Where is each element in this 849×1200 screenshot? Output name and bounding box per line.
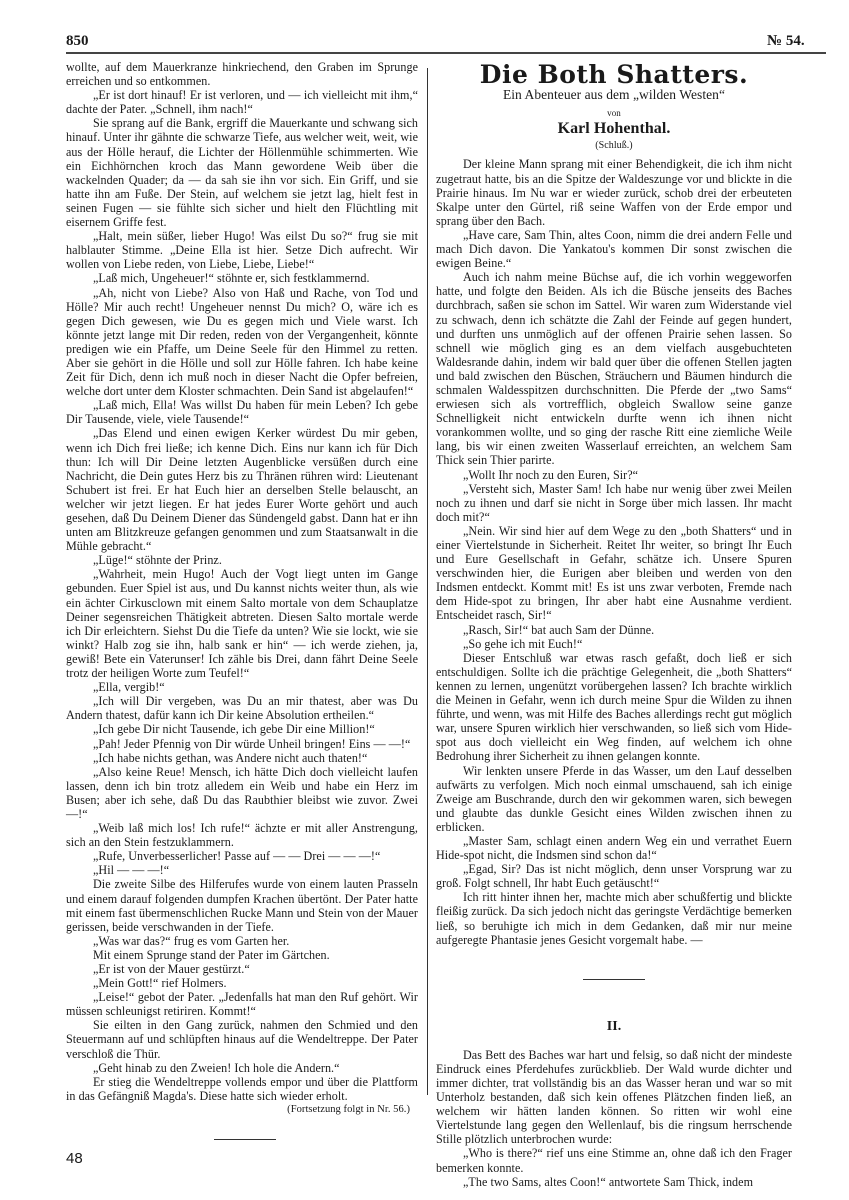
paragraph: wollte, auf dem Mauerkranze hinkriechend, den Graben im Sprunge erreichen und so entkommen.	[66, 60, 418, 89]
paragraph: „Er ist von der Mauer gestürzt.“	[93, 962, 250, 976]
paragraph: Auch ich nahm meine Büchse auf, die ich vorhin weggeworfen hatte, und folgte den Beiden. Als ich die Büsche jenseits des Baches durchbrach, saßen sie schon im Sattel. Wir waren zum Widerstande viel zu schwach, denn ich schätzte die Zahl der Feinde auf gegen hundert, und durften uns unmöglich auf der offenen Prairie sehen lassen. So schnell wie möglich ging es an dem vielfach ausgebuchteten Waldesrande dahin, indem wir bald quer über die offenen Stellen jagten und bald zwischen den Büschen, Sträuchern und Bäumen hindurch die schmalen Waldesspitzen durchschnitten. Die Pferde der „two Sams“ erwiesen sich als vortrefflich, obgleich Swallow seine ganze Schnelligkeit nicht entwickeln durfte wenn ich ihnen nicht vorankommen wollte, und so ging der rasche Ritt eine ziemliche Weile lang, bis wir einen zweiten Wasserlauf erreichten, an welchem Sam Thick sein Thier parirte.	[436, 270, 792, 468]
paragraph: „Was war das?“ frug es vom Garten her.	[93, 933, 290, 948]
paragraph: „Hil — — —!“	[93, 863, 170, 878]
story-author: Karl Hohenthal.	[557, 120, 671, 138]
paragraph: „So gehe ich mit Euch!“	[463, 636, 583, 651]
part-note: (Schluß.)	[595, 140, 633, 152]
section-text	[436, 1048, 792, 1189]
paragraph: „Geht hinab zu den Zweien! Ich hole die Andern.“	[93, 1060, 340, 1075]
paragraph: „Egad, Sir? Das ist nicht möglich, denn unser Vorsprung war zu groß. Folgt schnell, Ihr habt Euch getäuscht!“	[436, 862, 792, 891]
right-column	[436, 60, 792, 1189]
paragraph: „Ich will Dir vergeben, was Du an mir thatest, aber was Du Andern thatest, dafür kann ich Dir keine Absolution ertheilen.“	[66, 694, 418, 723]
paragraph: „Ella, vergib!“	[93, 680, 165, 695]
paragraph: „Lüge!“ stöhnte der Prinz.	[93, 553, 222, 568]
paragraph: „Also keine Reue! Mensch, ich hätte Dich doch vielleicht laufen lassen, denn ich bin trotz alledem ein Weib und habe ein Herz im Busen; aber ich sehe, daß Du das Raubthier bleibst wie zuvor. Zwei —!“	[66, 764, 418, 821]
paragraph: „Rufe, Unverbesserlicher! Passe auf — — Drei — — —!“	[93, 849, 381, 864]
paragraph: „Master Sam, schlagt einen andern Weg ein und verrathet Euern Hide-spot nicht, die Indsmen sind schon da!“	[436, 833, 792, 863]
paragraph: Er stieg die Wendeltreppe vollends empor und über die Plattform in das Gefängniß Magda's. Diese hatte sich wieder erholt.	[66, 1074, 418, 1103]
paragraph: „The two Sams, altes Coon!“ antwortete Sam Thick, indem	[463, 1174, 754, 1189]
right-column-text	[436, 157, 792, 946]
paragraph: Sie eilten in den Gang zurück, nahmen den Schmied und den Steuermann auf und schlüpften hinaus auf die Wendeltreppe. Der Pater verschloß die Thür.	[66, 1018, 418, 1061]
paragraph: „Ich gebe Dir nicht Tausende, ich gebe Dir eine Million!“	[93, 722, 375, 737]
issue-number: № 54.	[767, 33, 805, 49]
paragraph: „Er ist dort hinauf! Er ist verloren, und — ich vielleicht mit ihm,“ dachte der Pater. „Schnell, ihm nach!“	[66, 88, 418, 117]
paragraph: Der kleine Mann sprang mit einer Behendigkeit, die ich ihm nicht zugetraut hatte, bis an die Spitze der Waldeszunge vor und blickte in die Prairie hinaus. Im Nu war er wieder zurück, schob drei der erbeuteten Skalpe unter den Gürtel, riß seine Waffen von der Erde empor und sprang über den Bach.	[436, 157, 792, 228]
paragraph: „Versteht sich, Master Sam! Ich habe nur wenig über zwei Meilen noch zu ihnen und darf sie nicht in Sorge über mich lassen. Ihr macht doch mit?“	[436, 481, 792, 524]
paragraph: Sie sprang auf die Bank, ergriff die Mauerkante und schwang sich hinauf. Unter ihr gähnte die schwarze Tiefe, aus welcher weit, weit, wie aus der Hölle herauf, die Lichter der Höllenmühle schimmerten. Wie ein Eichhörnchen kroch das Mann gewordene Weib über die wackelnden Quader; da — da sah sie ihn vor sich. Ein Griff, und sie hatte ihn am Fuße. Der Stein, auf welchem sie jetzt lag, hielt fest in seinen Fugen — sie fühlte sich sicher und hielt den Flüchtling mit eisernem Griffe fest.	[66, 116, 418, 230]
left-column	[66, 60, 418, 1140]
column-divider	[427, 68, 428, 1095]
paragraph: „Rasch, Sir!“ bat auch Sam der Dünne.	[463, 622, 655, 637]
story-subtitle: Ein Abenteuer aus dem „wilden Westen“	[502, 87, 726, 103]
paragraph: „Halt, mein süßer, lieber Hugo! Was eilst Du so?“ frug sie mit halblauter Stimme. „Deine Ella ist hier. Setze Dich aufrecht. Wir wollen von Liebe reden, von Liebe, Liebe, Liebe!“	[66, 229, 418, 272]
sheet-number: 48	[66, 1150, 83, 1167]
story-title: Die Both Shatters.	[479, 60, 749, 89]
paragraph: „Wollt Ihr noch zu den Euren, Sir?“	[463, 467, 639, 482]
paragraph: „Leise!“ gebot der Pater. „Jedenfalls hat man den Ruf gehört. Wir müssen schleunigst retiriren. Kommt!“	[66, 990, 418, 1019]
page-number: 850	[66, 33, 89, 49]
paragraph: „Laß mich, Ungeheuer!“ stöhnte er, sich festklammernd.	[93, 271, 370, 286]
paragraph: „Ich habe nichts gethan, was Andere nicht auch thaten!“	[93, 750, 368, 765]
paragraph: Mit einem Sprunge stand der Pater im Gärtchen.	[93, 947, 330, 962]
paragraph: „Weib laß mich los! Ich rufe!“ ächzte er mit aller Anstrengung, sich an den Stein festzuklammern.	[66, 821, 418, 850]
paragraph: „Mein Gott!“ rief Holmers.	[93, 976, 227, 991]
section-rule	[583, 979, 645, 980]
paragraph: „Have care, Sam Thin, altes Coon, nimm die drei andern Felle und mach Dich davon. Die Yankatou's kommen Dir sonst zwischen die ewigen Beine.“	[436, 227, 792, 271]
paragraph: „Pah! Jeder Pfennig von Dir würde Unheil bringen! Eins — —!“	[93, 736, 411, 751]
paragraph: Wir lenkten unsere Pferde in das Wasser, um den Lauf desselben aufwärts zu verfolgen. Mich noch einmal umschauend, sah ich einige Zweige am Buschrande, durch den wir gekommen waren, sich bewegen und glaubte das dunkle Gesicht eines Wilden zwischen ihnen zu erblicken.	[436, 763, 792, 834]
paragraph: Das Bett des Baches war hart und felsig, so daß nicht der mindeste Eindruck eines Pferdehufes zurückblieb. Der Wald wurde dichter und immer dichter, trat vollständig bis an das Wasser heran und war so mit Unterholz bestanden, daß sich kein offenes Plätzchen finden ließ, an welchem wir hätten landen können. So ritten wir wohl eine Viertelstunde lang gegen den Wellenlauf, bis die ringsum herrschende Stille plötzlich unterbrochen wurde:	[436, 1047, 792, 1147]
paragraph: „Wahrheit, mein Hugo! Auch der Vogt liegt unten im Gange gebunden. Euer Spiel ist aus, und Du kannst nichts weiter thun, als wie ein ächter Cirkusclown mit einem Salto mortale von dem Schauplatze Deiner segensreichen Thätigkeit abtreten. Diesen Salto mortale werde ich Dir erleichtern. Siehst Du die Tiefe da unten? Wie sie lockt, wie sie winkt? Halb zog sie ihn, halb sank er hin“ — ich werde ziehen, ja, gewiß! Bete ein Vaterunser! Ich zähle bis Drei, dann fährt Deine Seele trotz der heiligen Worte zum Teufel!“	[66, 567, 418, 681]
paragraph: Dieser Entschluß war etwas rasch gefaßt, doch ließ er sich entschuldigen. Sollte ich die prächtige Gelegenheit, die „both Shatters“ kennen zu lernen, ungenützt vorübergehen lassen? Ich brachte wirklich die Meinen in Gefahr, wenn ich durch meine Spur die Wilden zu ihnen führte, und wenn, was mit Hilfe des Baches allerdings recht gut möglich war, unsere Spuren wirklich hier verschwanden, so ließ sich vom Hide-spot aus doch vielleicht ein Weg finden, auf welchem ich ohne Bedrohung ihrer Sicherheit zu ihnen gelangen konnte.	[436, 650, 792, 764]
paragraph: „Laß mich, Ella! Was willst Du haben für mein Leben? Ich gebe Dir Tausende, viele, viele Tausende!“	[66, 398, 418, 427]
byline-von: von	[607, 108, 621, 119]
paragraph: Die zweite Silbe des Hilferufes wurde von einem lauten Prasseln und einem darauf folgenden dumpfen Krachen übertönt. Der Pater hatte mit einem fast übermenschlichen Rucke Mann und Stein von der Mauer gerissen, beide verschwanden in der Tiefe.	[66, 877, 418, 934]
continued-note: (Fortsetzung folgt in Nr. 56.)	[287, 1103, 410, 1115]
left-column-text	[66, 60, 418, 1103]
end-rule	[214, 1139, 276, 1140]
header-rule	[66, 52, 826, 54]
paragraph: „Who is there?“ rief uns eine Stimme an, ohne daß ich den Frager bemerken konnte.	[436, 1146, 792, 1175]
paragraph: „Das Elend und einen ewigen Kerker würdest Du mir geben, wenn ich Dich frei ließe; ich kenne Dich. Eins nur kann ich für Dich thun: Ich will Dir Deine letzten Augenblicke versüßen durch eine Nachricht, die Dein gutes Herz bis zu Thränen rühren wird: Lieutenant Schubert ist frei. Er hat Euch hier an derselben Stelle belauscht, an welcher wir jetzt liegen. Er hat jedes Eurer Worte gehört und auch gesehen, daß Du Deinem Diener das Sündengeld gabst. Dann hat er ihn unten am Blitzkreuze gefangen genommen und zum Staatsanwalt in die Mühle gebracht.“	[66, 426, 418, 554]
paragraph: Ich ritt hinter ihnen her, machte mich aber schußfertig und blickte fleißig zurück. Da sich jedoch nicht das geringste Verdächtige bemerken ließ, so beruhigte ich mich in dem Gedanken, daß mir nur meine aufgeregte Phantasie jenes Gesicht vorgemalt habe. —	[436, 890, 792, 947]
paragraph: „Ah, nicht von Liebe? Also von Haß und Rache, von Tod und Hölle? Mir auch recht! Ungeheuer nennst Du mich? O, wäre ich es gegen Dich gewesen, wie Du es gegen mich und Viele warst. Ich könnte jetzt lange mit Dir reden, reden von der Vergangenheit, könnte predigen wie ein Pfaffe, um Deine Seele für den Himmel zu retten. Aber sie gehört in die Hölle und soll zur Hölle fahren. Ich habe keine Zeit für Dich, denn ich muß noch in dieser Nacht die Opfer befreien, welche dort unter dem Kloster schmachten. Dein Sand ist abgelaufen!“	[66, 285, 418, 399]
section-heading: II.	[606, 1018, 622, 1034]
paragraph: „Nein. Wir sind hier auf dem Wege zu den „both Shatters“ und in einer Viertelstunde in Sicherheit. Reitet Ihr weiter, so bringt Ihr Euch und Eure Gesellschaft in Gefahr, schätze ich. Unsere Spuren verschwinden hier, die Eurigen aber bleiben und werden von den Indsmen entdeckt. Kommt mit! Es ist uns zwar verboten, Fremde nach dem Hide-spot zu bringen, Ihr aber habt eine Ausnahme verdient. Entscheidet rasch, Sir!“	[436, 523, 792, 623]
